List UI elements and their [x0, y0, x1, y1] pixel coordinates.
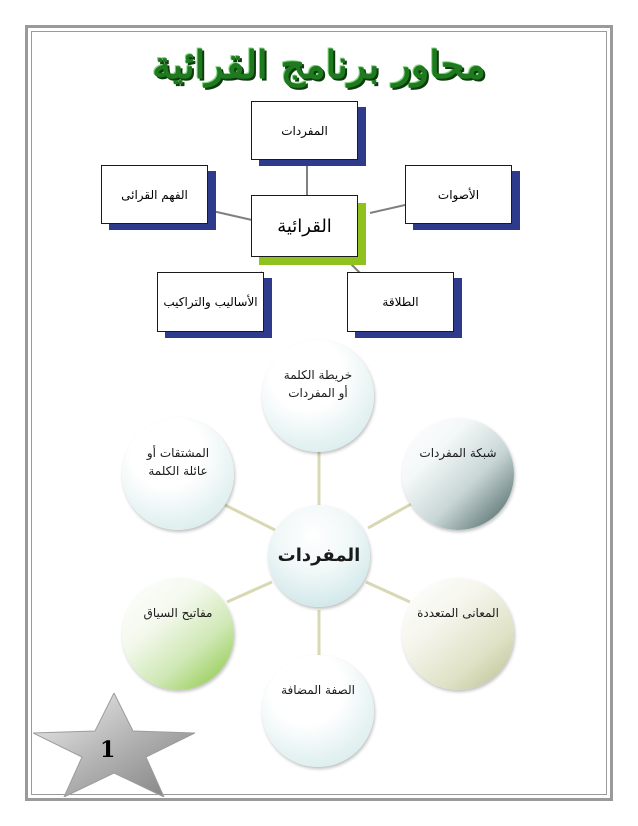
connector-circle-top-right [368, 503, 413, 528]
circle-context-clues-label: مفاتيح السياق [143, 606, 213, 620]
box-literacy-center-label: القرائية [277, 215, 332, 237]
circle-vocabulary-center [268, 505, 370, 607]
circle-vocabulary-network-label: شبكة المفردات [419, 446, 497, 460]
box-fluency-label: الطلاقة [382, 295, 419, 309]
connector-circle-bottom-right [366, 582, 410, 602]
circle-vocabulary-center-label: المفردات [277, 545, 361, 566]
page-title: محاور برنامج القرائية [152, 42, 486, 87]
circle-context-clues [122, 578, 234, 690]
box-styles-structures-label: الأساليب والتراكيب [163, 295, 258, 309]
circle-word-map-line-1: خريطة الكلمة [283, 368, 353, 382]
circle-compound-adjective-label: الصفة المضافة [281, 683, 355, 697]
circle-derivatives-line-2: عائلة الكلمة [148, 464, 208, 478]
circle-derivatives [122, 418, 234, 530]
circle-multiple-meanings-label: المعانى المتعددة [417, 606, 499, 620]
circle-word-map-line-2: أو المفردات [288, 386, 348, 400]
box-vocabulary-label: المفردات [281, 123, 328, 138]
connector-left [208, 210, 252, 220]
page-number: 1 [100, 737, 116, 763]
box-vocabulary [251, 101, 358, 160]
connector-circle-top-left [225, 505, 275, 530]
box-fluency [347, 272, 454, 332]
box-literacy-center [251, 195, 358, 257]
circle-word-map [262, 340, 374, 452]
box-reading-comprehension-label: الفهم القرائى [121, 187, 188, 202]
connector-circle-bottom-left [227, 582, 272, 602]
circle-multiple-meanings [402, 578, 514, 690]
box-phonics-label: الأصوات [437, 187, 480, 202]
circle-compound-adjective [262, 655, 374, 767]
box-styles-structures [157, 272, 264, 332]
connector-right [370, 205, 405, 213]
circle-vocabulary-network [402, 418, 514, 530]
box-reading-comprehension [101, 165, 208, 224]
circle-derivatives-line-1: المشتقات أو [146, 446, 210, 460]
box-phonics [405, 165, 512, 224]
